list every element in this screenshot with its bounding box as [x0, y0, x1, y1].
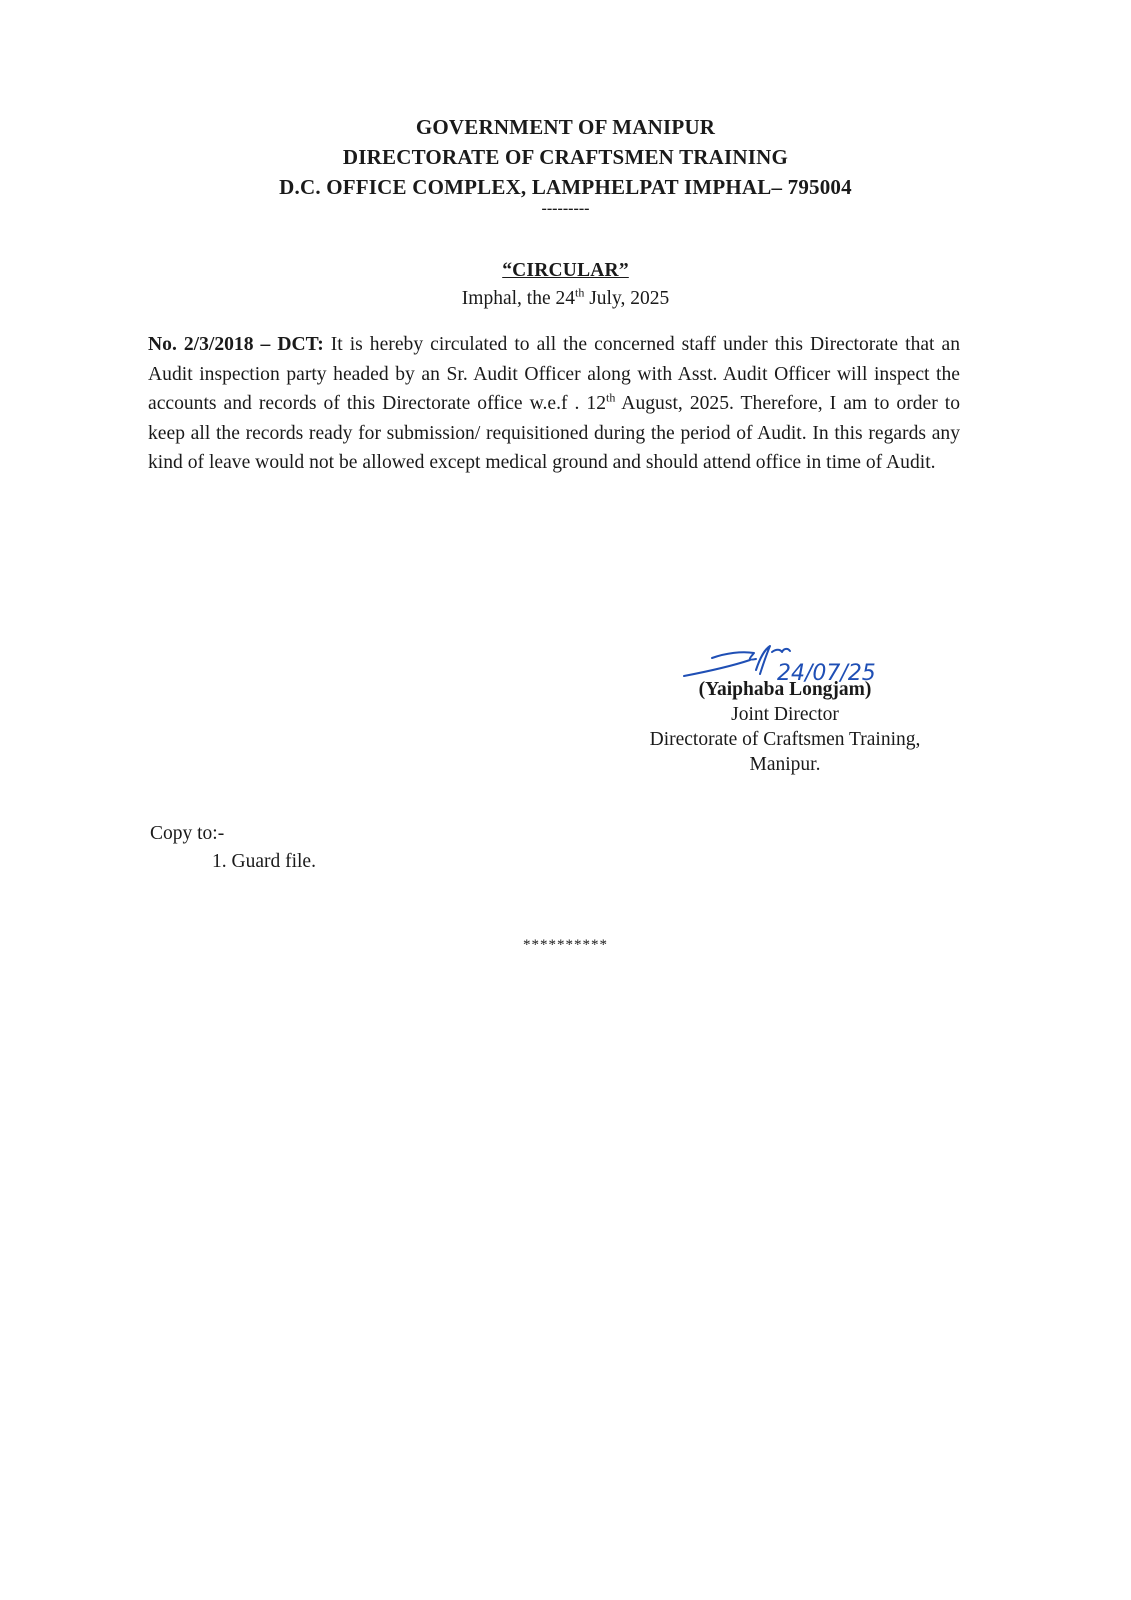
signatory-name: (Yaiphaba Longjam): [698, 679, 872, 700]
circular-date: [0, 285, 1131, 310]
signatory-office: Directorate of Craftsmen Training,: [649, 729, 921, 750]
signatory-state: Manipur.: [749, 754, 821, 775]
header-rule: ---------: [541, 200, 590, 217]
reference-number: No. 2/3/2018 – DCT:: [148, 334, 324, 355]
date-text: Imphal, the 24: [461, 288, 575, 309]
body-text-sup: th: [606, 390, 616, 405]
header-directorate: DIRECTORATE OF CRAFTSMEN TRAINING: [342, 145, 789, 169]
header-address: D.C. OFFICE COMPLEX, LAMPHELPAT IMPHAL– 795004: [279, 175, 852, 199]
header-government: GOVERNMENT OF MANIPUR: [415, 115, 716, 139]
body-text-part2: August, 2025. Therefore, I am to order to keep all the records ready for submission/ requisitioned during the period of Audit. In this regards any kind of leave would not be allowed except medical ground and should attend office in time of Audit.: [148, 393, 960, 473]
signatory-designation: Joint Director: [731, 704, 839, 725]
circular-title: “CIRCULAR”: [502, 260, 629, 281]
body-text-part1: It is hereby circulated to all the concerned staff under this Directorate that an Audit inspection party headed by an Sr. Audit Officer along with Asst. Audit Officer will inspect the accounts and records of this Directorate office w.e.f . 12: [148, 334, 961, 414]
date-sup: th: [574, 285, 585, 300]
copy-to-item: 1. Guard file.: [212, 851, 316, 872]
signature-date: 24/07/25: [777, 661, 876, 686]
footer-stars: **********: [523, 937, 608, 953]
circular-body: [148, 330, 960, 478]
copy-to-section: [150, 820, 316, 876]
date-text-end: July, 2025: [584, 288, 670, 309]
copy-to-label: Copy to:-: [150, 823, 225, 844]
